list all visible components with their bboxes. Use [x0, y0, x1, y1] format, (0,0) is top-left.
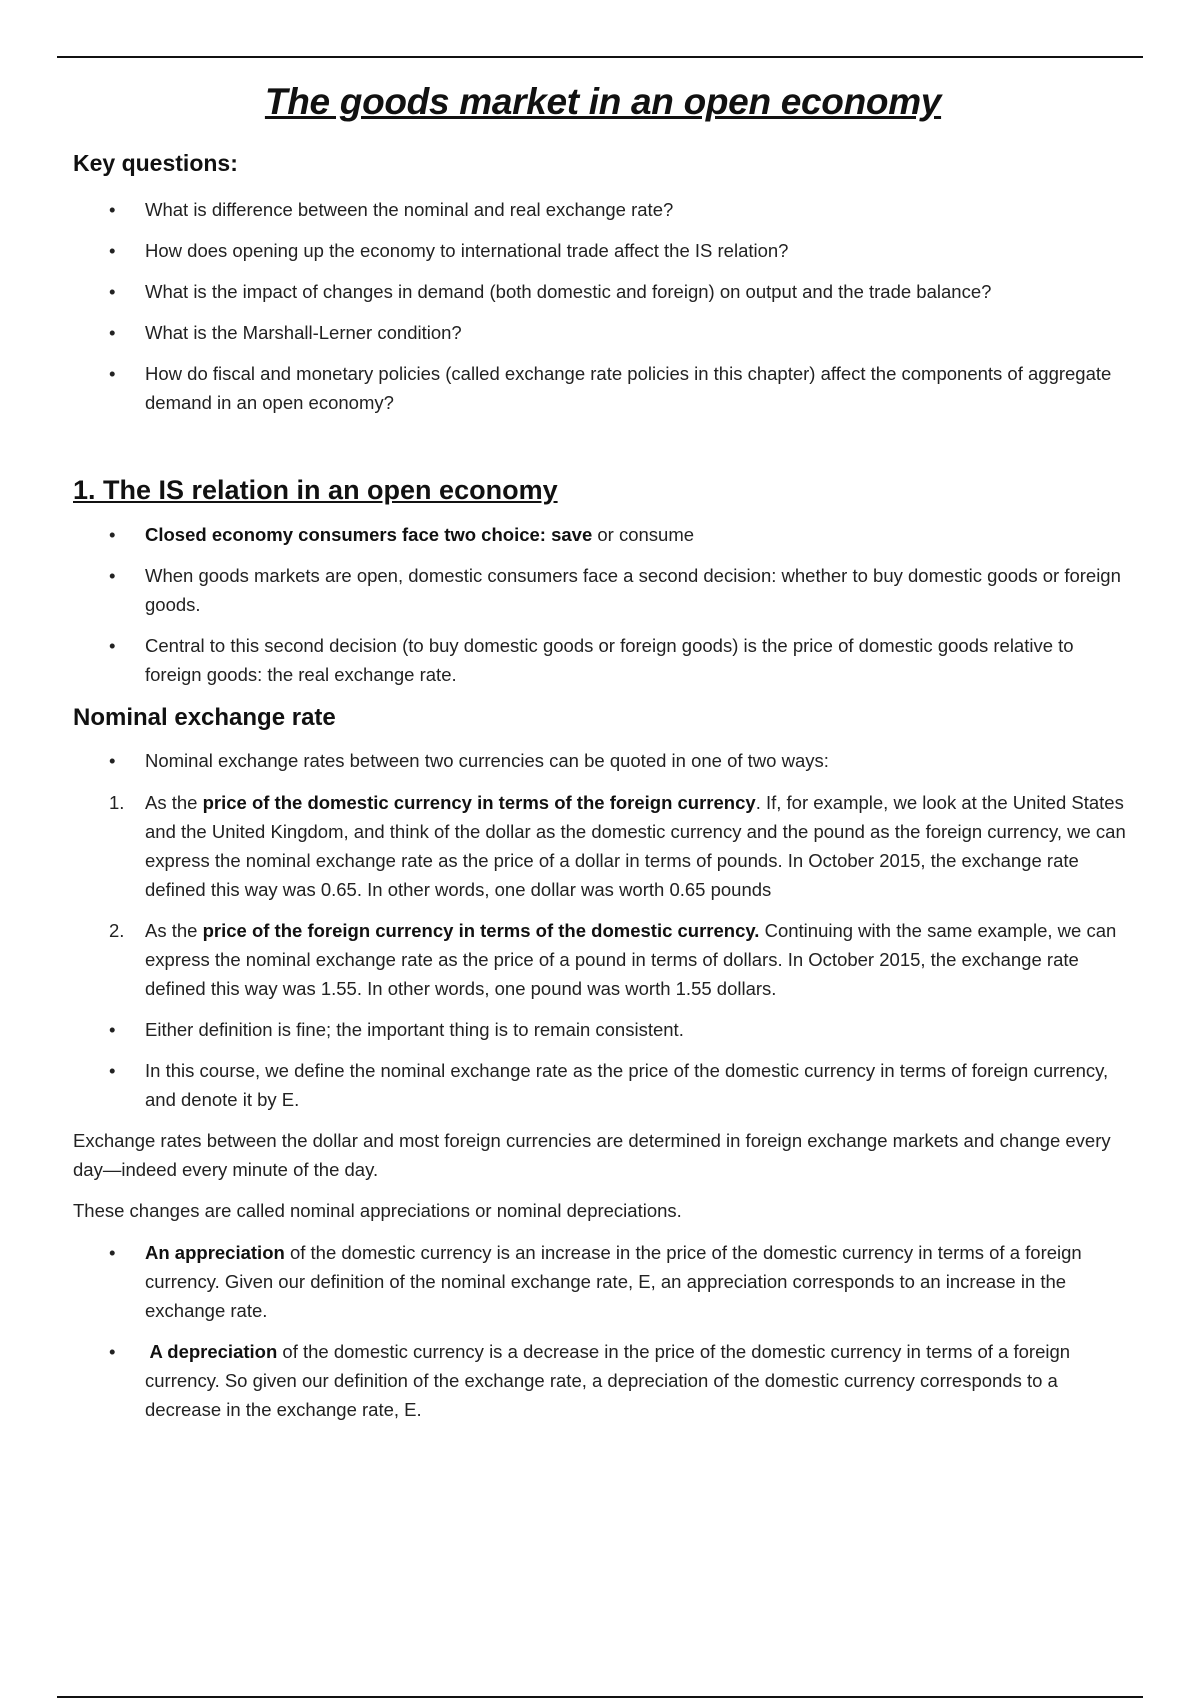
numbered-item: 1. As the price of the domestic currency in terms of the foreign currency. If, for example, we look at the United States and the United Kingdom, and think of the dollar as the domestic currency and the pound as the foreign currency, we can express the nominal exchange rate as the price of a dollar in terms of pounds. In October 2015, the exchange rate defined this way was 0.65. In other words, one dollar was worth 0.65 pounds [73, 788, 1133, 904]
list-item: • Either definition is fine; the important thing is to remain consistent. [73, 1015, 1133, 1044]
item-number: 2. [109, 920, 125, 941]
bottom-rule [57, 1696, 1143, 1698]
list-item: • When goods markets are open, domestic consumers face a second decision: whether to buy domestic goods or foreign goods. [73, 561, 1133, 619]
bullet-icon: • [109, 199, 116, 220]
list-item: • A depreciation of the domestic currency is a decrease in the price of the domestic currency in terms of a foreign currency. So given our definition of the exchange rate, a depreciation of the domestic currency corresponds to a decrease in the exchange rate, E. [73, 1337, 1133, 1424]
document-title: The goods market in an open economy [264, 81, 942, 122]
key-questions-heading: Key questions: [73, 150, 238, 176]
section-1-heading: 1. The IS relation in an open economy [73, 475, 558, 505]
bullet-icon: • [109, 1060, 116, 1081]
key-questions-list [73, 195, 1133, 417]
bullet-icon: • [109, 635, 116, 656]
bullet-icon: • [109, 240, 116, 261]
bullet-icon: • [109, 1242, 116, 1263]
list-item: • How does opening up the economy to international trade affect the IS relation? [73, 236, 1133, 265]
bullet-icon: • [109, 281, 116, 302]
document-page [73, 78, 1133, 1424]
appreciation-list [73, 1238, 1133, 1424]
paragraph: These changes are called nominal appreciations or nominal depreciations. [73, 1200, 682, 1221]
list-item: • What is the impact of changes in demand (both domestic and foreign) on output and the trade balance? [73, 277, 1133, 306]
numbered-item: 2. As the price of the foreign currency in terms of the domestic currency. Continuing with the same example, we can express the nominal exchange rate as the price of a pound in terms of dollars. In October 2015, the exchange rate defined this way was 1.55. In other words, one pound was worth 1.55 dollars. [73, 916, 1133, 1003]
bullet-icon: • [109, 524, 116, 545]
section-1-list [73, 520, 1133, 689]
list-item: • How do fiscal and monetary policies (called exchange rate policies in this chapter) affect the components of aggregate demand in an open economy? [73, 359, 1133, 417]
paragraph: Exchange rates between the dollar and most foreign currencies are determined in foreign exchange markets and change every day—indeed every minute of the day. [73, 1130, 1111, 1180]
list-item: • What is difference between the nominal and real exchange rate? [73, 195, 1133, 224]
top-rule [57, 56, 1143, 58]
list-item: • Nominal exchange rates between two currencies can be quoted in one of two ways: [73, 746, 1133, 775]
nominal-intro-list [73, 746, 1133, 775]
bullet-icon: • [109, 565, 116, 586]
nominal-exchange-rate-heading: Nominal exchange rate [73, 704, 336, 731]
bullet-icon: • [109, 322, 116, 343]
list-item: • What is the Marshall-Lerner condition? [73, 318, 1133, 347]
list-item: • Closed economy consumers face two choice: save or consume [73, 520, 1133, 549]
bullet-icon: • [109, 1019, 116, 1040]
item-number: 1. [109, 792, 125, 813]
list-item: • Central to this second decision (to buy domestic goods or foreign goods) is the price of domestic goods relative to foreign goods: the real exchange rate. [73, 631, 1133, 689]
list-item: • In this course, we define the nominal exchange rate as the price of the domestic currency in terms of foreign currency, and denote it by E. [73, 1056, 1133, 1114]
list-item: • An appreciation of the domestic currency is an increase in the price of the domestic currency in terms of a foreign currency. Given our definition of the nominal exchange rate, E, an appreciation corresponds to an increase in the exchange rate. [73, 1238, 1133, 1325]
definition-list [73, 1015, 1133, 1114]
bullet-icon: • [109, 363, 116, 384]
bullet-icon: • [109, 1341, 116, 1362]
bullet-icon: • [109, 750, 116, 771]
quote-methods-list [73, 788, 1133, 1003]
